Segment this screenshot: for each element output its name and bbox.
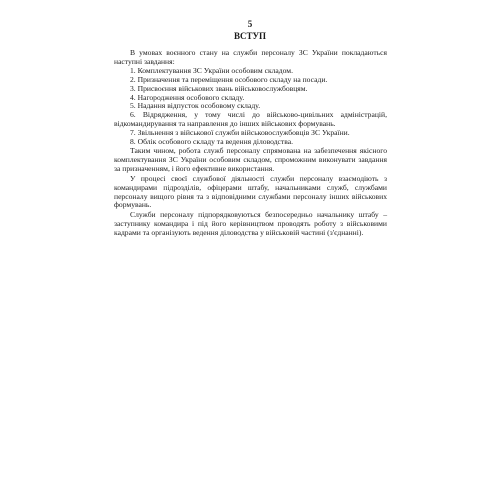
list-item: 5. Надання відпусток особовому складу. bbox=[130, 101, 261, 111]
task-list bbox=[114, 67, 387, 147]
section-heading: ВСТУП bbox=[233, 31, 267, 41]
list-item: 8. Облік особового складу та ведення діловодства. bbox=[130, 137, 294, 147]
summary-paragraph: Таким чином, робота служб персоналу спрямована на забезпечення якісного комплектування ЗС України особовим складом, спроможним виконувати завдання за призначенням, і його ефективне використання. bbox=[114, 146, 387, 174]
list-item: 7. Звільнення з військової служби військовослужбовців ЗС України. bbox=[130, 128, 350, 138]
interaction-paragraph: У процесі своєї службової діяльності служби персоналу взаємодіють з командирами підрозділів, офіцерами штабу, начальниками служб, службами персоналу вищого рівня та з відповідними службами персоналу інших військових формувань. bbox=[114, 173, 387, 210]
list-item: 4. Нагородження особового складу. bbox=[130, 92, 245, 102]
list-item: 6. Відрядження, у тому числі до військово-цивільних адміністрацій, відкомандирування та направлення до інших військових формувань. bbox=[114, 110, 387, 129]
document-body bbox=[114, 49, 387, 238]
list-item: 3. Присвоєння військових звань військовослужбовцям. bbox=[130, 83, 308, 93]
list-item: 1. Комплектування ЗС України особовим складом. bbox=[130, 65, 294, 75]
page-number: 5 bbox=[247, 19, 253, 29]
intro-paragraph: В умовах воєнного стану на служби персоналу ЗС України покладаються наступні завдання: bbox=[114, 48, 387, 66]
list-item: 2. Призначення та переміщення особового складу на посади. bbox=[130, 74, 328, 84]
subordination-paragraph: Служби персоналу підпорядковуються безпосередньо начальнику штабу – заступнику командира і під його керівництвом проводять роботу з військовими кадрами та організують ведення діловодства у військовій частині (з'єднанні). bbox=[114, 209, 387, 237]
